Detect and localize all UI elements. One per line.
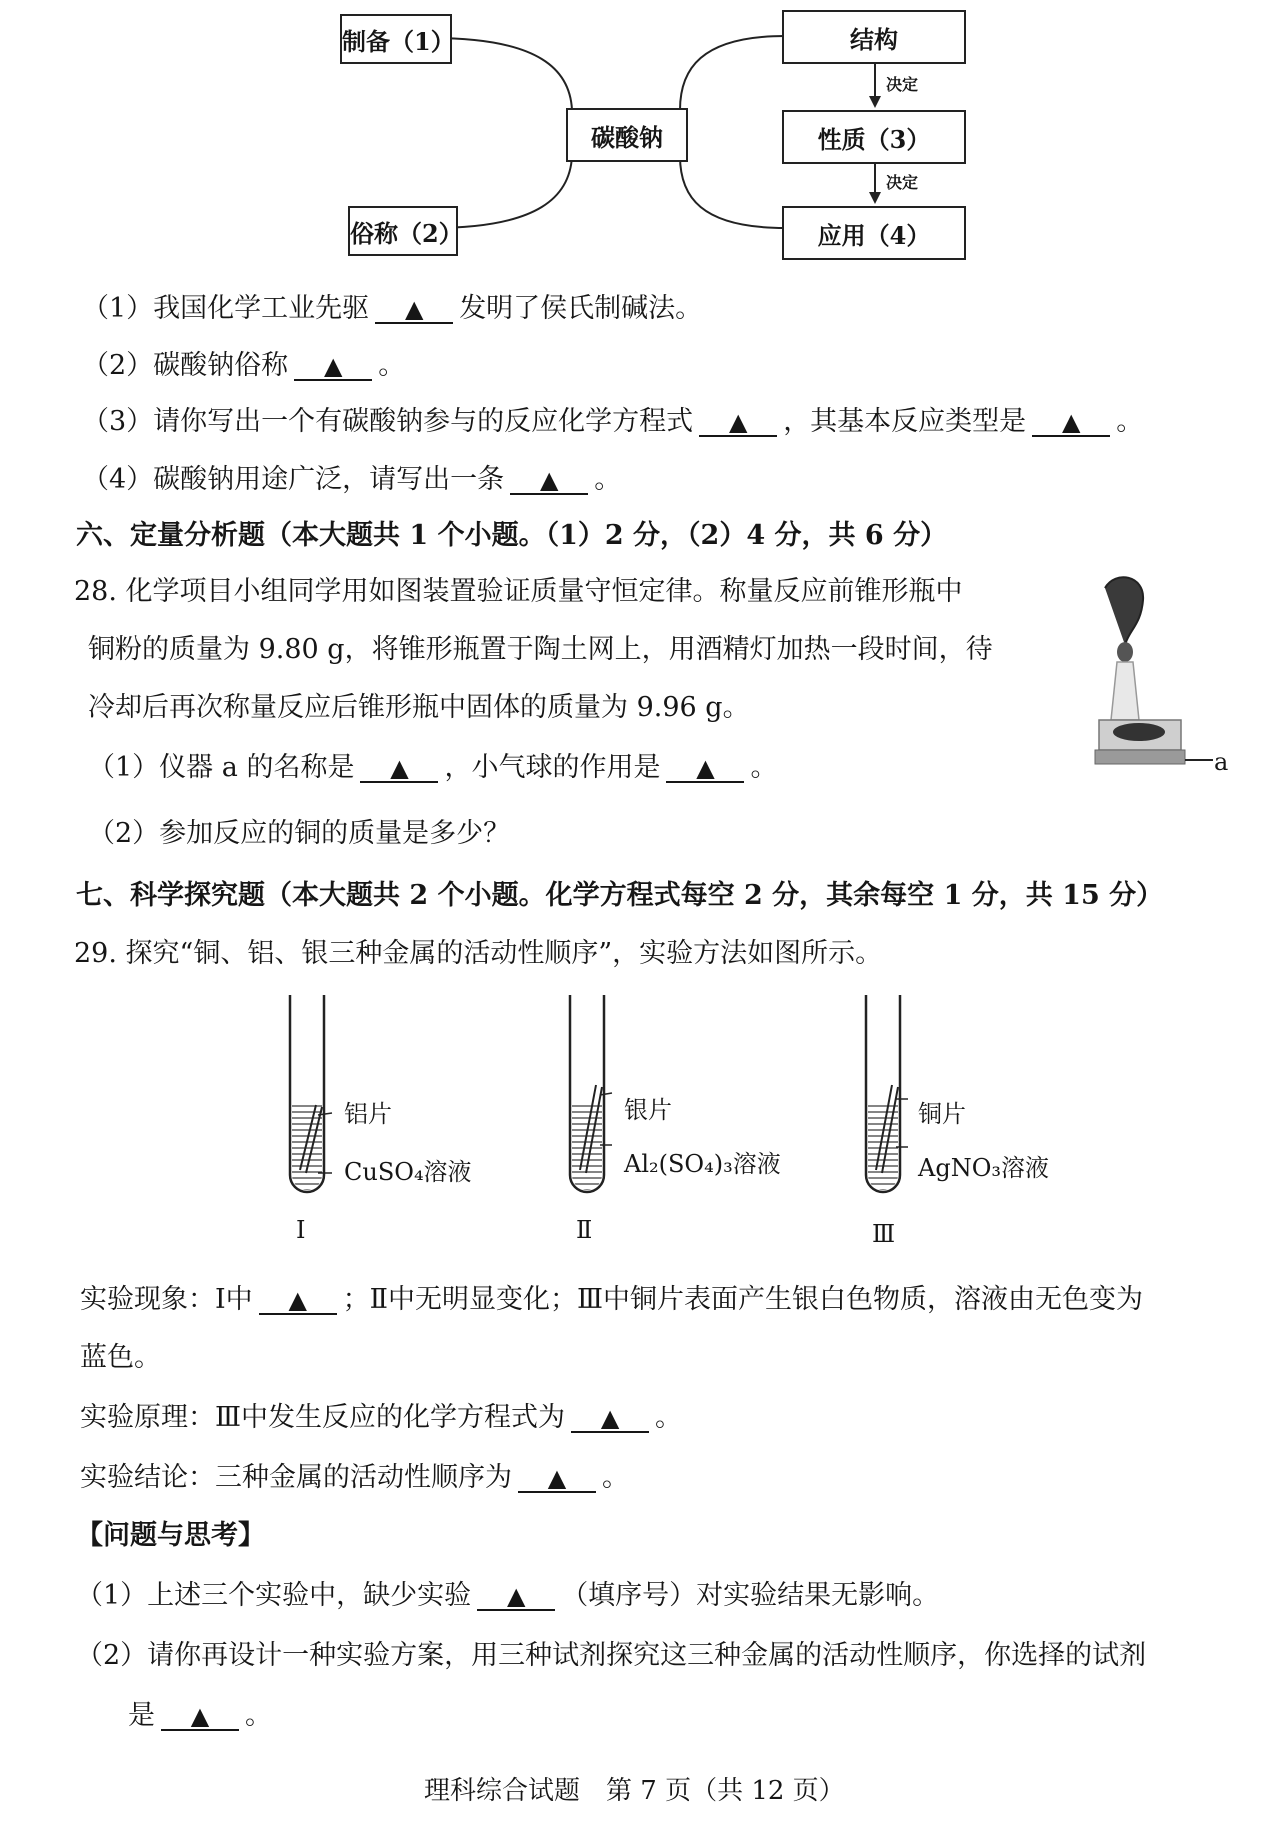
apparatus-image xyxy=(1085,570,1235,810)
answer-blank[interactable]: ▲ xyxy=(1032,408,1110,437)
think-q2-line2: 是 ▲ 。 xyxy=(128,1700,272,1731)
tube1-roman: Ⅰ xyxy=(296,1216,306,1244)
think-q2: （2）请你再设计一种实验方案，用三种试剂探究这三种金属的活动性顺序，你选择的试剂 xyxy=(76,1640,1147,1671)
section-7-heading: 七、科学探究题（本大题共 2 个小题。化学方程式每空 2 分，其余每空 1 分，共 15 分） xyxy=(76,880,1164,911)
answer-blank[interactable]: ▲ xyxy=(518,1464,596,1493)
label-a: a xyxy=(1214,748,1229,776)
q28-line3: 冷却后再次称量反应后锥形瓶中固体的质量为 9.96 g。 xyxy=(88,692,750,723)
tube1-solution-label: CuSO₄溶液 xyxy=(344,1158,472,1186)
answer-blank[interactable]: ▲ xyxy=(294,352,372,381)
principle-line: 实验原理：Ⅲ中发生反应的化学方程式为 ▲ 。 xyxy=(80,1402,683,1433)
structure-box: 结构 xyxy=(782,10,966,64)
answer-blank[interactable]: ▲ xyxy=(571,1404,649,1433)
q27-line1: （1）我国化学工业先驱 ▲ 发明了侯氏制碱法。 xyxy=(82,293,703,324)
tube2-metal-label: 银片 xyxy=(624,1096,672,1124)
answer-blank[interactable]: ▲ xyxy=(375,295,453,324)
page-footer: 理科综合试题 第 7 页（共 12 页） xyxy=(424,1776,845,1806)
tube-1 xyxy=(290,995,332,1192)
think-heading: 【问题与思考】 xyxy=(76,1520,265,1551)
answer-blank[interactable]: ▲ xyxy=(477,1582,555,1611)
answer-blank[interactable]: ▲ xyxy=(510,466,588,495)
think-q1: （1）上述三个实验中，缺少实验 ▲ （填序号）对实验结果无影响。 xyxy=(76,1580,940,1611)
q27-line4: （4）碳酸钠用途广泛，请写出一条 ▲ 。 xyxy=(82,464,622,495)
q27-line2: （2）碳酸钠俗称 ▲ 。 xyxy=(82,350,406,381)
q29-intro: 29. 探究“铜、铝、银三种金属的活动性顺序”，实验方法如图所示。 xyxy=(74,938,883,969)
conclusion-line: 实验结论：三种金属的活动性顺序为 ▲ 。 xyxy=(80,1462,629,1493)
q28-part1: （1）仪器 a 的名称是 ▲ ，小气球的作用是 ▲ 。 xyxy=(88,752,778,783)
answer-blank[interactable]: ▲ xyxy=(161,1702,239,1731)
tube2-roman: Ⅱ xyxy=(576,1216,593,1244)
decide-label-2: 决定 xyxy=(886,173,919,192)
property-box: 性质（3） xyxy=(782,110,966,164)
tube3-solution-label: AgNO₃溶液 xyxy=(918,1154,1049,1182)
tube1-metal-label: 铝片 xyxy=(344,1100,392,1128)
section-6-heading: 六、定量分析题（本大题共 1 个小题。（1）2 分，（2）4 分，共 6 分） xyxy=(76,520,948,551)
q28-line2: 铜粉的质量为 9.80 g，将锥形瓶置于陶土网上，用酒精灯加热一段时间，待 xyxy=(88,634,993,665)
tube3-metal-label: 铜片 xyxy=(918,1100,966,1128)
common-name-box: 俗称（2） xyxy=(348,206,458,256)
tube-2 xyxy=(570,995,612,1192)
tube2-solution-label: Al₂(SO₄)₃溶液 xyxy=(624,1150,781,1178)
q28-part2: （2）参加反应的铜的质量是多少？ xyxy=(88,818,511,849)
prep-box: 制备（1） xyxy=(340,14,452,64)
q27-line3: （3）请你写出一个有碳酸钠参与的反应化学方程式 ▲ ，其基本反应类型是 ▲ 。 xyxy=(82,406,1144,437)
center-box: 碳酸钠 xyxy=(566,108,688,162)
decide-label-1: 决定 xyxy=(886,75,919,94)
answer-blank[interactable]: ▲ xyxy=(360,754,438,783)
q28-line1: 28. 化学项目小组同学用如图装置验证质量守恒定律。称量反应前锥形瓶中 xyxy=(74,576,963,607)
answer-blank[interactable]: ▲ xyxy=(699,408,777,437)
tube3-roman: Ⅲ xyxy=(872,1220,896,1248)
answer-blank[interactable]: ▲ xyxy=(259,1286,337,1315)
tube-3 xyxy=(866,995,908,1192)
application-box: 应用（4） xyxy=(782,206,966,260)
answer-blank[interactable]: ▲ xyxy=(666,754,744,783)
phenomenon-line2: 蓝色。 xyxy=(80,1342,161,1373)
phenomenon-line: 实验现象：Ⅰ中 ▲ ；Ⅱ中无明显变化；Ⅲ中铜片表面产生银白色物质，溶液由无色变为 xyxy=(80,1284,1144,1315)
